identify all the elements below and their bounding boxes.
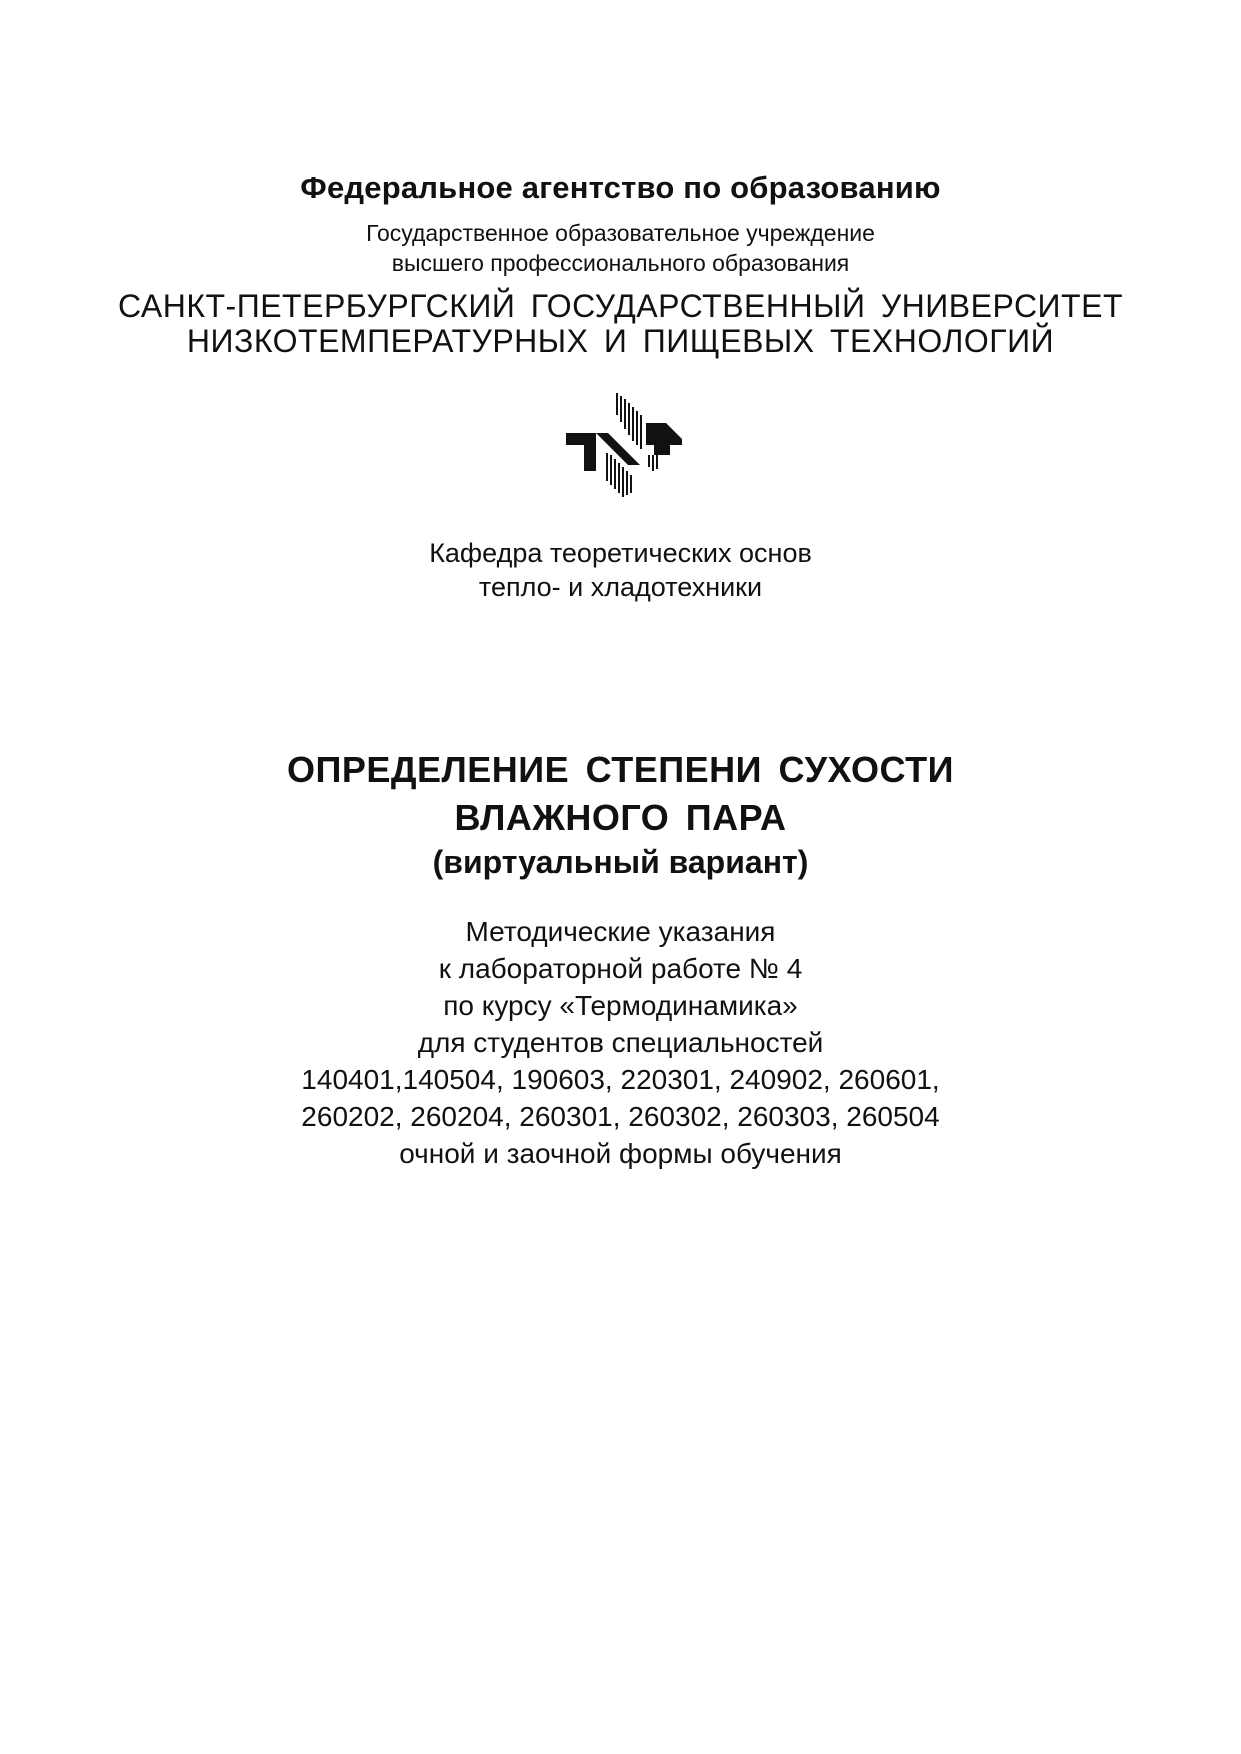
document-title-line-1: ОПРЕДЕЛЕНИЕ СТЕПЕНИ СУХОСТИ <box>286 749 955 790</box>
university-name-line-2: НИЗКОТЕМПЕРАТУРНЫХ И ПИЩЕВЫХ ТЕХНОЛОГИЙ <box>186 323 1055 359</box>
specialties-line-1: 140401,140504, 190603, 220301, 240902, 260601, <box>301 1064 940 1095</box>
description-line: для студентов специальностей <box>417 1027 824 1058</box>
study-form-line: очной и заочной формы обучения <box>399 1138 842 1169</box>
description-line: Методические указания <box>465 916 776 947</box>
agency-name: Федеральное агентство по образованию <box>300 170 941 205</box>
institution-line-1: Государственное образовательное учреждение <box>366 220 875 246</box>
department-line-2: тепло- и хладотехники <box>478 572 763 602</box>
university-name-line-1: САНКТ-ПЕТЕРБУРГСКИЙ ГОСУДАРСТВЕННЫЙ УНИВЕРСИТЕТ <box>118 288 1123 324</box>
specialties-line-2: 260202, 260204, 260301, 260302, 260303, 260504 <box>301 1101 940 1132</box>
document-subtitle: (виртуальный вариант) <box>432 844 809 880</box>
institution-line-2: высшего профессионального образования <box>391 250 850 276</box>
department-line-1: Кафедра теоретических основ <box>429 538 812 568</box>
description-line: по курсу «Термодинамика» <box>443 990 798 1021</box>
description-line: к лабораторной работе № 4 <box>438 953 803 984</box>
document-title-line-2: ВЛАЖНОГО ПАРА <box>454 797 787 838</box>
university-emblem-icon <box>566 393 682 497</box>
